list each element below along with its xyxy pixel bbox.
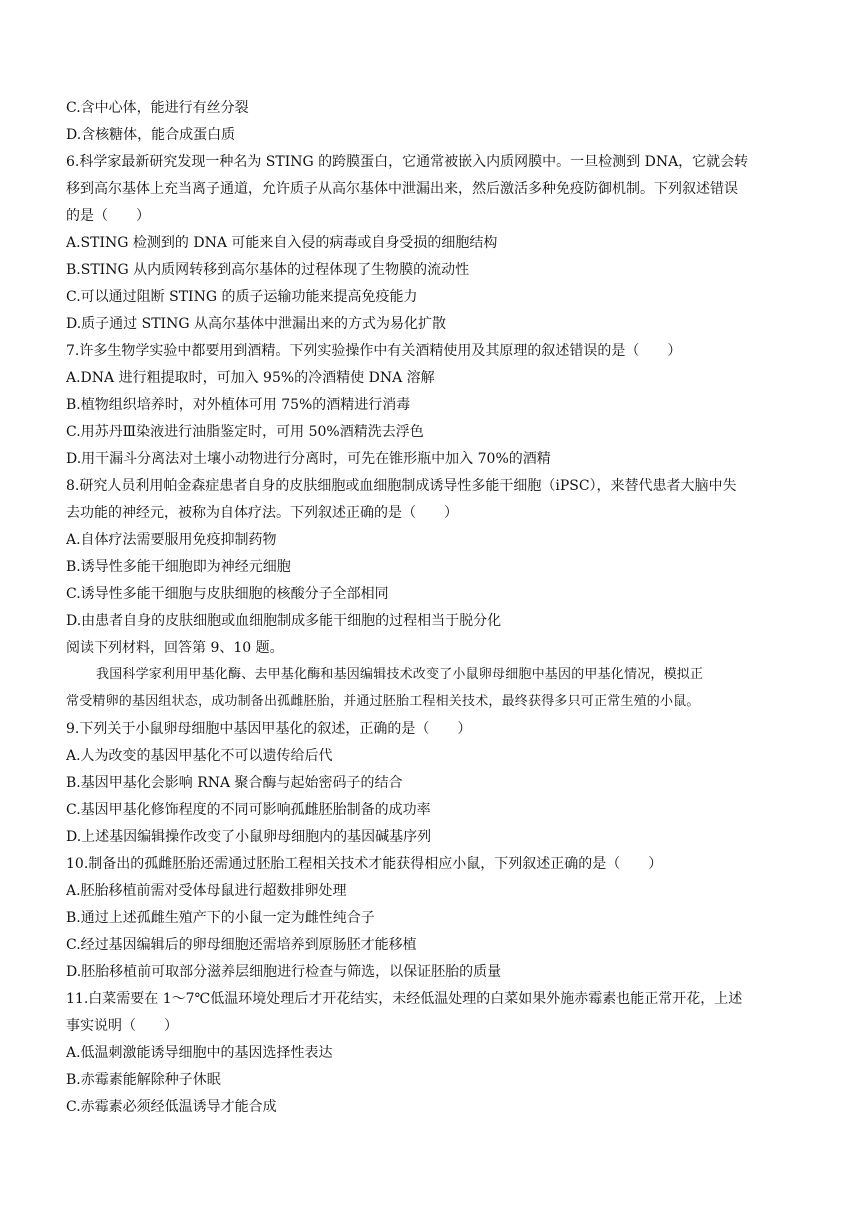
q8-option-a: A.自体疗法需要服用免疫抑制药物 — [66, 532, 277, 548]
q7-option-b: B.植物组织培养时，对外植体可用 75%的酒精进行消毒 — [66, 397, 411, 413]
q5-option-c: C.含中心体，能进行有丝分裂 — [66, 100, 249, 116]
q6-option-a: A.STING 检测到的 DNA 可能来自入侵的病毒或自身受损的细胞结构 — [66, 235, 498, 251]
q8-option-b: B.诱导性多能干细胞即为神经元细胞 — [66, 559, 291, 575]
q6-stem-line-2: 移到高尔基体上充当离子通道，允许质子从高尔基体中泄漏出来，然后激活多种免疫防御机制。下列叙述错误 — [66, 181, 738, 197]
q10-option-b: B.通过上述孤雌生殖产下的小鼠一定为雌性纯合子 — [66, 910, 375, 926]
q8-option-d: D.由患者自身的皮肤细胞或血细胞制成多能干细胞的过程相当于脱分化 — [66, 613, 502, 629]
material-paragraph-line-1: 我国科学家利用甲基化酶、去甲基化酶和基因编辑技术改变了小鼠卵母细胞中基因的甲基化情况，模拟正 — [96, 667, 704, 682]
q11-option-b: B.赤霉素能解除种子休眠 — [66, 1072, 221, 1088]
q11-stem-line-1: 11.白菜需要在 1～7℃低温环境处理后才开花结实，未经低温处理的白菜如果外施赤霉素也能正常开花，上述 — [66, 991, 743, 1007]
q10-option-a: A.胚胎移植前需对受体母鼠进行超数排卵处理 — [66, 883, 347, 899]
q6-option-b: B.STING 从内质网转移到高尔基体的过程体现了生物膜的流动性 — [66, 262, 470, 278]
q6-option-d: D.质子通过 STING 从高尔基体中泄漏出来的方式为易化扩散 — [66, 316, 446, 332]
q7-option-a: A.DNA 进行粗提取时，可加入 95%的冷酒精使 DNA 溶解 — [66, 370, 435, 386]
q9-option-c: C.基因甲基化修饰程度的不同可影响孤雌胚胎制备的成功率 — [66, 802, 431, 818]
q11-stem-line-2: 事实说明（ ） — [66, 1018, 178, 1034]
q11-option-c: C.赤霉素必须经低温诱导才能合成 — [66, 1099, 277, 1115]
q8-option-c: C.诱导性多能干细胞与皮肤细胞的核酸分子全部相同 — [66, 586, 389, 602]
material-paragraph-line-2: 常受精卵的基因组状态，成功制备出孤雌胚胎，并通过胚胎工程相关技术，最终获得多只可正常生殖的小鼠。 — [66, 694, 700, 709]
q6-stem-line-1: 6.科学家最新研究发现一种名为 STING 的跨膜蛋白，它通常被嵌入内质网膜中。一旦检测到 DNA，它就会转 — [66, 154, 749, 170]
q7-option-d: D.用干漏斗分离法对土壤小动物进行分离时，可先在锥形瓶中加入 70%的酒精 — [66, 451, 551, 467]
reading-instruction: 阅读下列材料，回答第 9、10 题。 — [66, 640, 284, 656]
q10-stem: 10.制备出的孤雌胚胎还需通过胚胎工程相关技术才能获得相应小鼠，下列叙述正确的是（ ） — [66, 856, 663, 872]
q10-option-c: C.经过基因编辑后的卵母细胞还需培养到原肠胚才能移植 — [66, 937, 417, 953]
q9-option-a: A.人为改变的基因甲基化不可以遗传给后代 — [66, 748, 333, 764]
q7-stem: 7.许多生物学实验中都要用到酒精。下列实验操作中有关酒精使用及其原理的叙述错误的是（ ） — [66, 343, 682, 359]
q6-stem-line-3: 的是（ ） — [66, 208, 150, 224]
q8-stem-line-2: 去功能的神经元，被称为自体疗法。下列叙述正确的是（ ） — [66, 505, 458, 521]
q9-stem: 9.下列关于小鼠卵母细胞中基因甲基化的叙述，正确的是（ ） — [66, 721, 472, 737]
q7-option-c: C.用苏丹Ⅲ染液进行油脂鉴定时，可用 50%酒精洗去浮色 — [66, 424, 424, 440]
q10-option-d: D.胚胎移植前可取部分滋养层细胞进行检查与筛选，以保证胚胎的质量 — [66, 964, 502, 980]
q9-option-d: D.上述基因编辑操作改变了小鼠卵母细胞内的基因碱基序列 — [66, 829, 432, 845]
q11-option-a: A.低温刺激能诱导细胞中的基因选择性表达 — [66, 1045, 333, 1061]
q6-option-c: C.可以通过阻断 STING 的质子运输功能来提高免疫能力 — [66, 289, 418, 305]
q8-stem-line-1: 8.研究人员利用帕金森症患者自身的皮肤细胞或血细胞制成诱导性多能干细胞（iPSC），来替代患者大脑中失 — [66, 478, 737, 494]
q9-option-b: B.基因甲基化会影响 RNA 聚合酶与起始密码子的结合 — [66, 775, 403, 791]
q5-option-d: D.含核糖体，能合成蛋白质 — [66, 127, 236, 143]
